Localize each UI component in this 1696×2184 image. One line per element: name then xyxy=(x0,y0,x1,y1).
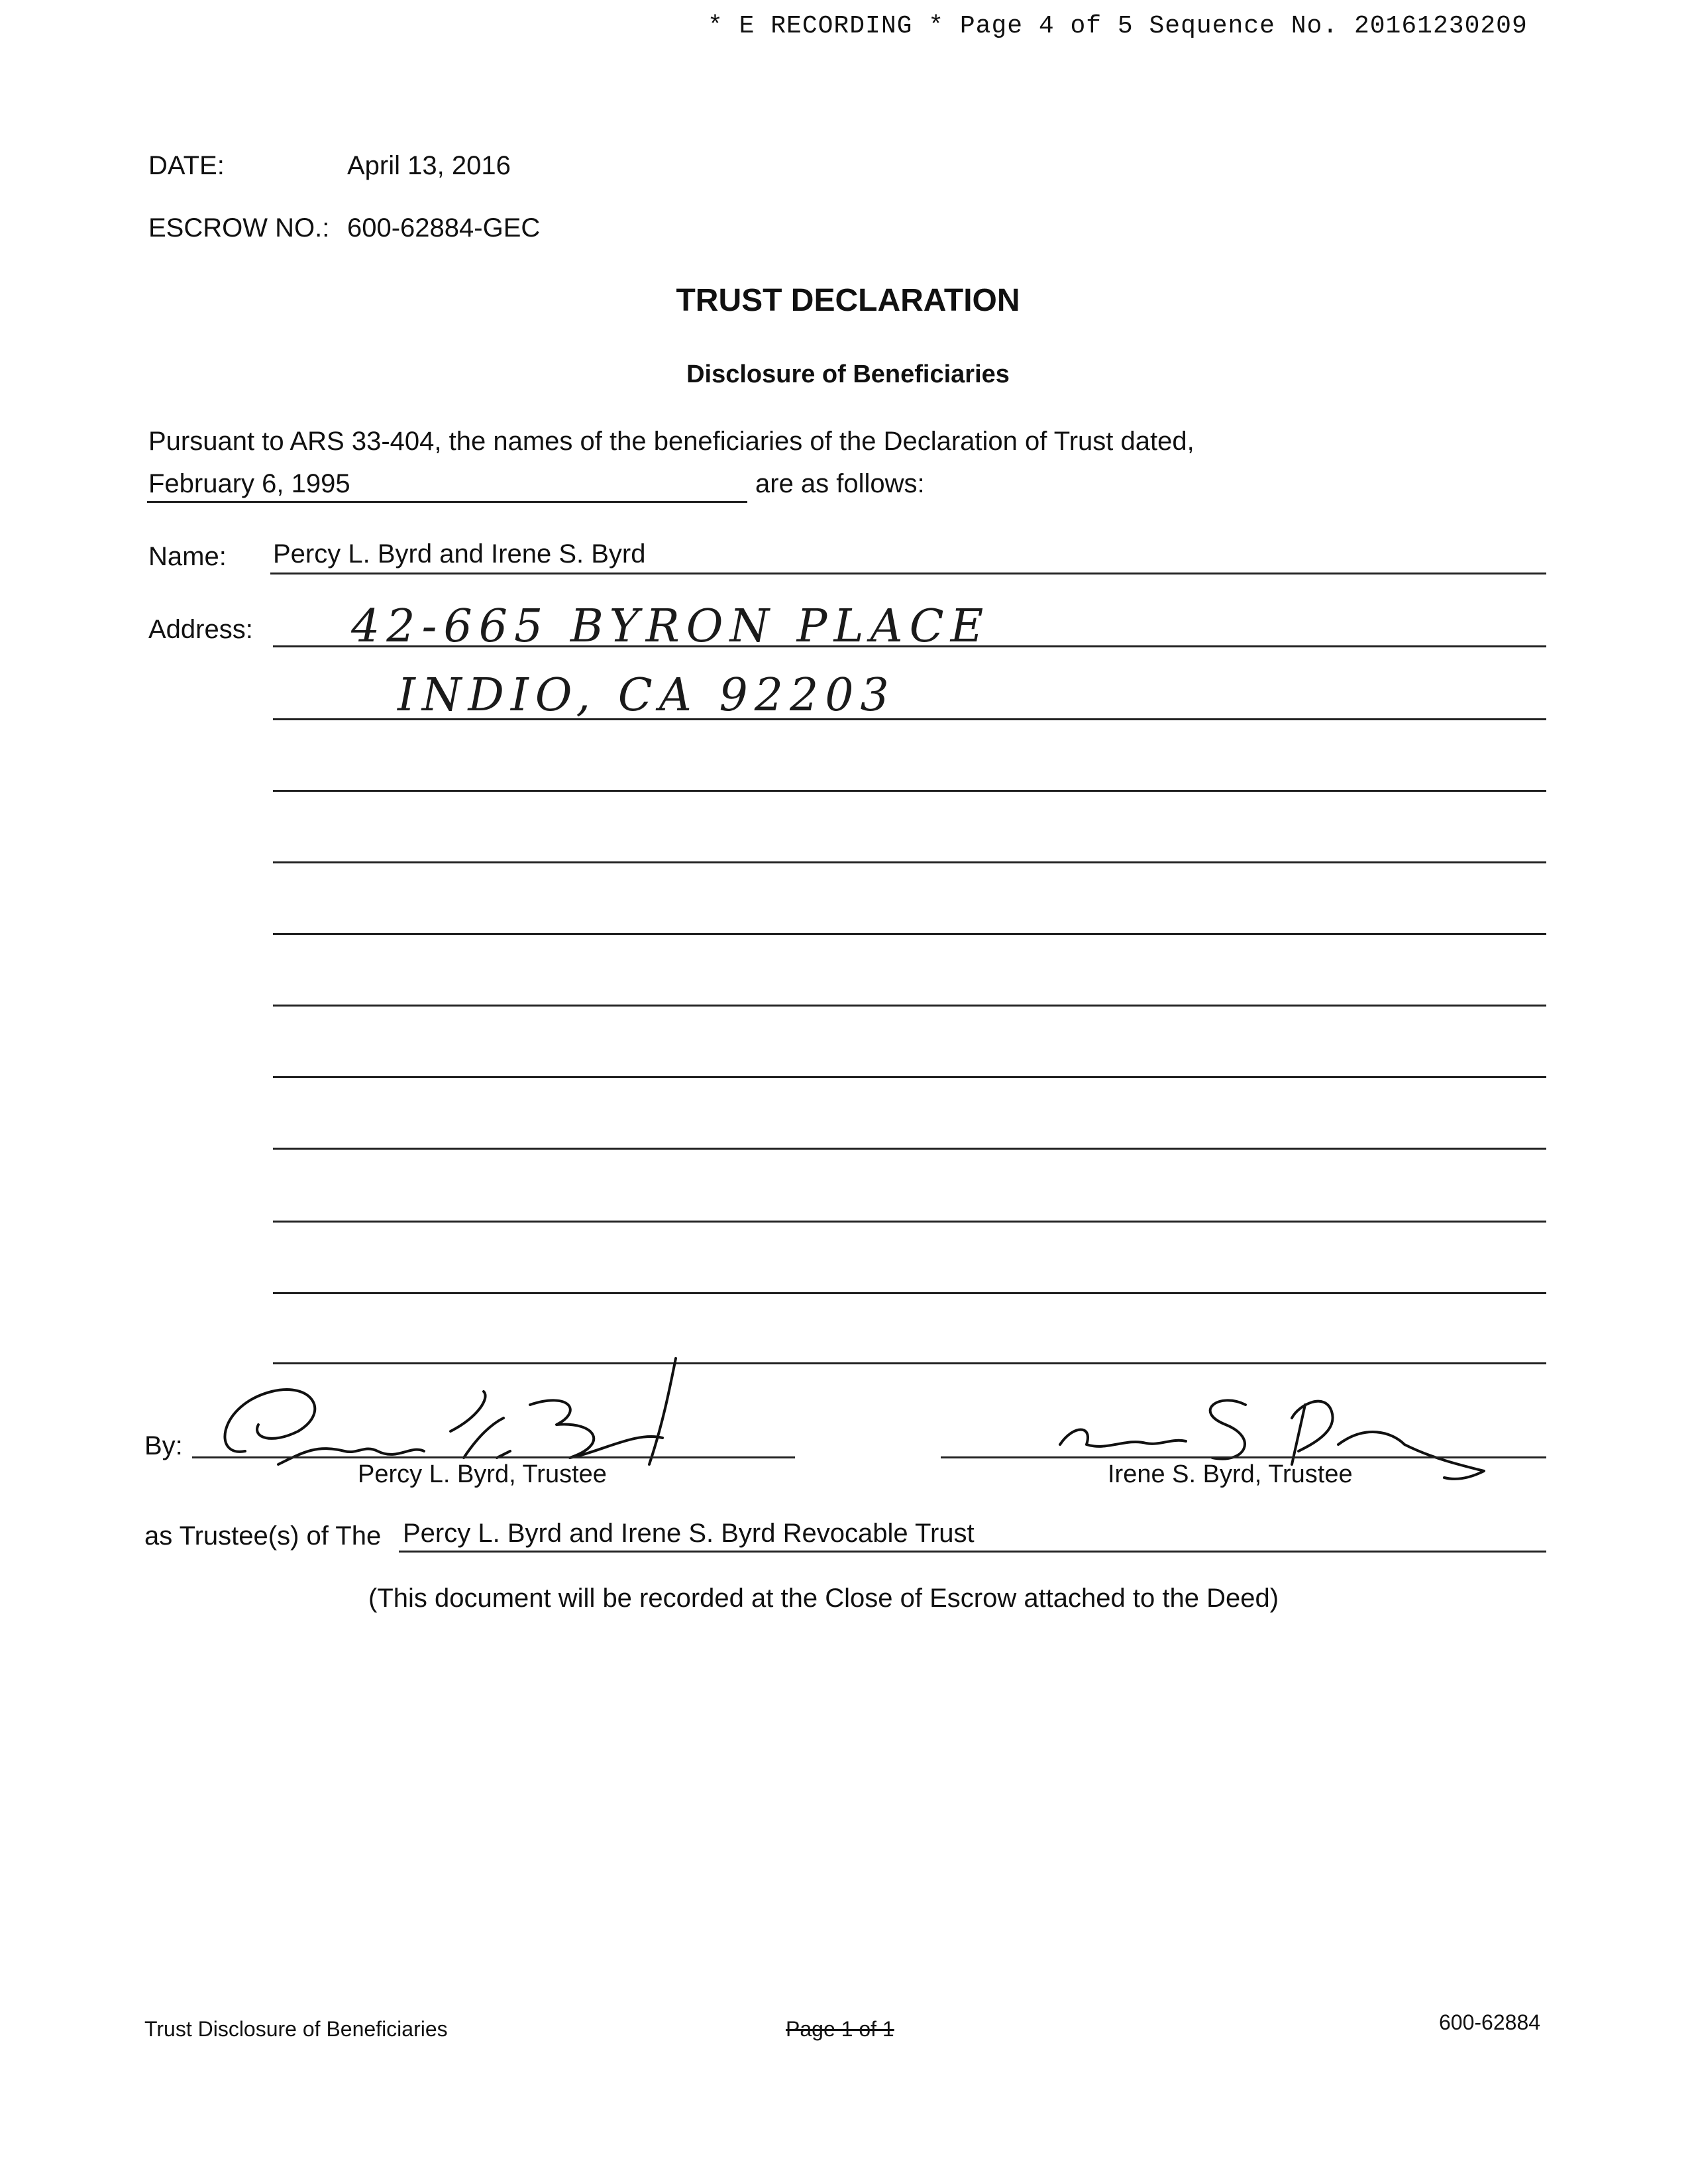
address-line xyxy=(273,1221,1546,1223)
escrow-label: ESCROW NO.: xyxy=(148,213,330,243)
address-line xyxy=(273,861,1546,863)
trustee1-caption: Percy L. Byrd, Trustee xyxy=(358,1460,607,1488)
by-label: By: xyxy=(144,1431,183,1460)
recording-note: (This document will be recorded at the Close of Escrow attached to the Deed) xyxy=(368,1584,1279,1613)
address-line xyxy=(273,790,1546,792)
address-label: Address: xyxy=(148,615,253,644)
trust-name-underline xyxy=(399,1551,1546,1553)
address-line xyxy=(273,1005,1546,1007)
intro-suffix: are as follows: xyxy=(755,469,925,498)
trust-date-underline xyxy=(147,501,747,503)
date-label: DATE: xyxy=(148,151,225,180)
trustee2-caption: Irene S. Byrd, Trustee xyxy=(1108,1460,1353,1488)
name-label: Name: xyxy=(148,542,227,571)
address-line xyxy=(273,1076,1546,1078)
escrow-number: 600-62884-GEC xyxy=(347,213,541,243)
footer-doc-title: Trust Disclosure of Beneficiaries xyxy=(144,2017,448,2041)
footer-escrow-number: 600-62884 xyxy=(1439,2010,1541,2034)
address-line xyxy=(273,1148,1546,1150)
trust-date-value: February 6, 1995 xyxy=(148,469,350,498)
trustee-of-label: as Trustee(s) of The xyxy=(144,1521,382,1551)
trustee2-signature-line xyxy=(941,1456,1546,1458)
handwritten-address-line2: INDIO, CA 92203 xyxy=(398,669,896,722)
name-underline xyxy=(270,573,1546,574)
recording-header: * E RECORDING * Page 4 of 5 Sequence No. 20161230209 xyxy=(708,12,1528,40)
intro-text: Pursuant to ARS 33-404, the names of the beneficiaries of the Declaration of Trust dated, xyxy=(148,427,1194,456)
address-line xyxy=(273,1292,1546,1294)
footer-page-number: Page 1 of 1 xyxy=(786,2017,894,2041)
address-line xyxy=(273,933,1546,935)
trust-name: Percy L. Byrd and Irene S. Byrd Revocable Trust xyxy=(403,1519,975,1548)
handwritten-address-line1: 42-665 BYRON PLACE xyxy=(351,600,990,653)
date-value: April 13, 2016 xyxy=(347,151,511,180)
beneficiary-name: Percy L. Byrd and Irene S. Byrd xyxy=(273,539,646,569)
address-line xyxy=(273,645,1546,647)
document-subtitle: Disclosure of Beneficiaries xyxy=(686,360,1010,388)
document-title: TRUST DECLARATION xyxy=(676,283,1020,318)
trustee1-signature-line xyxy=(192,1456,795,1458)
address-line xyxy=(273,718,1546,720)
